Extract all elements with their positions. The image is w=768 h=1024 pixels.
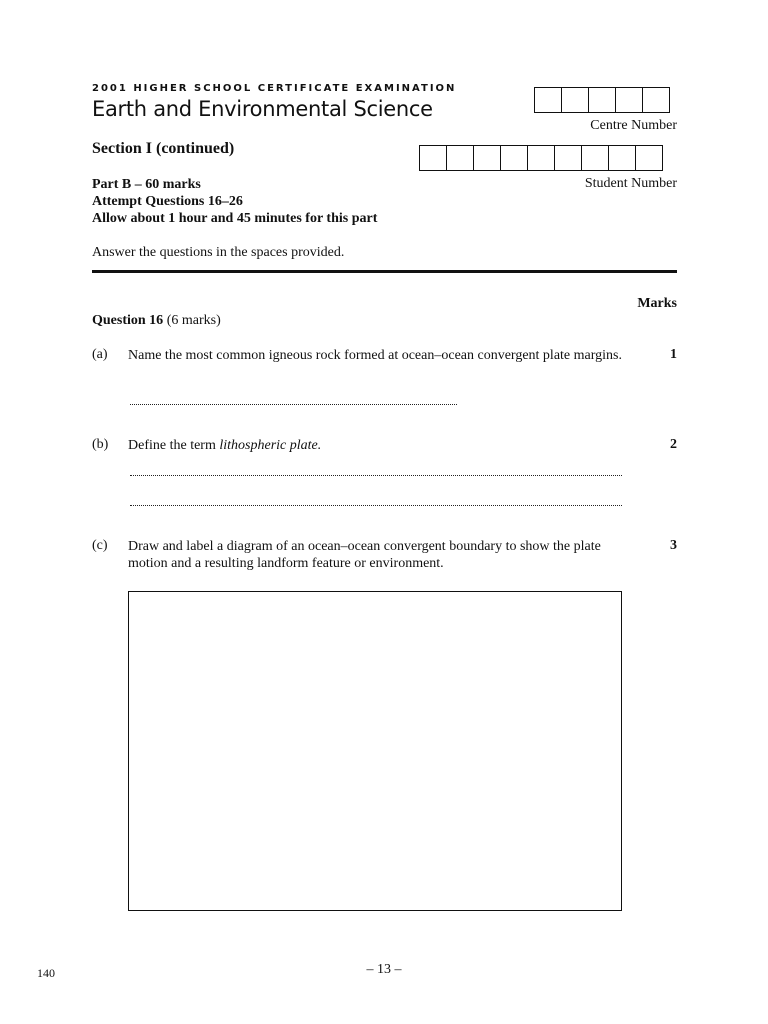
student-number-digit-box[interactable] [608,145,636,171]
diagram-drawing-box[interactable] [128,591,622,911]
part-b-label: (b) [92,437,109,452]
student-number-digit-box[interactable] [635,145,663,171]
part-info [92,176,377,227]
question-marks: (6 marks) [166,313,221,328]
student-number-digit-box[interactable] [581,145,609,171]
part-marks: Part B – 60 marks [92,177,201,192]
instruction-text: Answer the questions in the spaces provided. [92,245,345,260]
paper-code: 140 [37,966,55,980]
student-number-boxes[interactable] [420,145,663,171]
student-number-digit-box[interactable] [419,145,447,171]
part-b-text-prefix: Define the term [128,438,220,453]
marks-column-heading: Marks [637,296,677,311]
centre-number-label: Centre Number [590,118,677,133]
part-b-answer-line[interactable] [130,475,622,476]
heavy-divider [92,270,677,273]
part-b-term: lithospheric plate. [219,438,322,453]
question-number: Question 16 [92,313,164,328]
centre-number-boxes[interactable] [535,87,670,113]
centre-number-digit-box[interactable] [588,87,616,113]
student-number-digit-box[interactable] [527,145,555,171]
attempt-questions: Attempt Questions 16–26 [92,194,243,209]
time-allowance: Allow about 1 hour and 45 minutes for this part [92,211,378,226]
part-b-marks: 2 [670,437,677,452]
part-a-label: (a) [92,347,108,362]
part-b-text [128,437,628,454]
question-title [92,313,221,329]
part-c-text: Draw and label a diagram of an ocean–ocean convergent boundary to show the plate motion and a resulting landform feature or environment. [128,539,601,571]
part-a-answer-line[interactable] [130,404,457,405]
part-c-marks: 3 [670,538,677,553]
centre-number-digit-box[interactable] [642,87,670,113]
exam-kicker: 2001 HIGHER SCHOOL CERTIFICATE EXAMINATION [92,83,457,94]
part-c-label: (c) [92,538,108,553]
subject-title: Earth and Environmental Science [92,97,433,121]
page-number: – 13 – [366,962,402,977]
part-a-marks: 1 [670,347,677,362]
student-number-digit-box[interactable] [500,145,528,171]
part-a-text: Name the most common igneous rock formed at ocean–ocean convergent plate margins. [128,348,622,363]
centre-number-digit-box[interactable] [534,87,562,113]
student-number-digit-box[interactable] [554,145,582,171]
student-number-digit-box[interactable] [473,145,501,171]
section-heading: Section I (continued) [92,140,235,157]
part-b-answer-line[interactable] [130,505,622,506]
centre-number-digit-box[interactable] [615,87,643,113]
centre-number-digit-box[interactable] [561,87,589,113]
student-number-digit-box[interactable] [446,145,474,171]
student-number-label: Student Number [584,176,677,191]
